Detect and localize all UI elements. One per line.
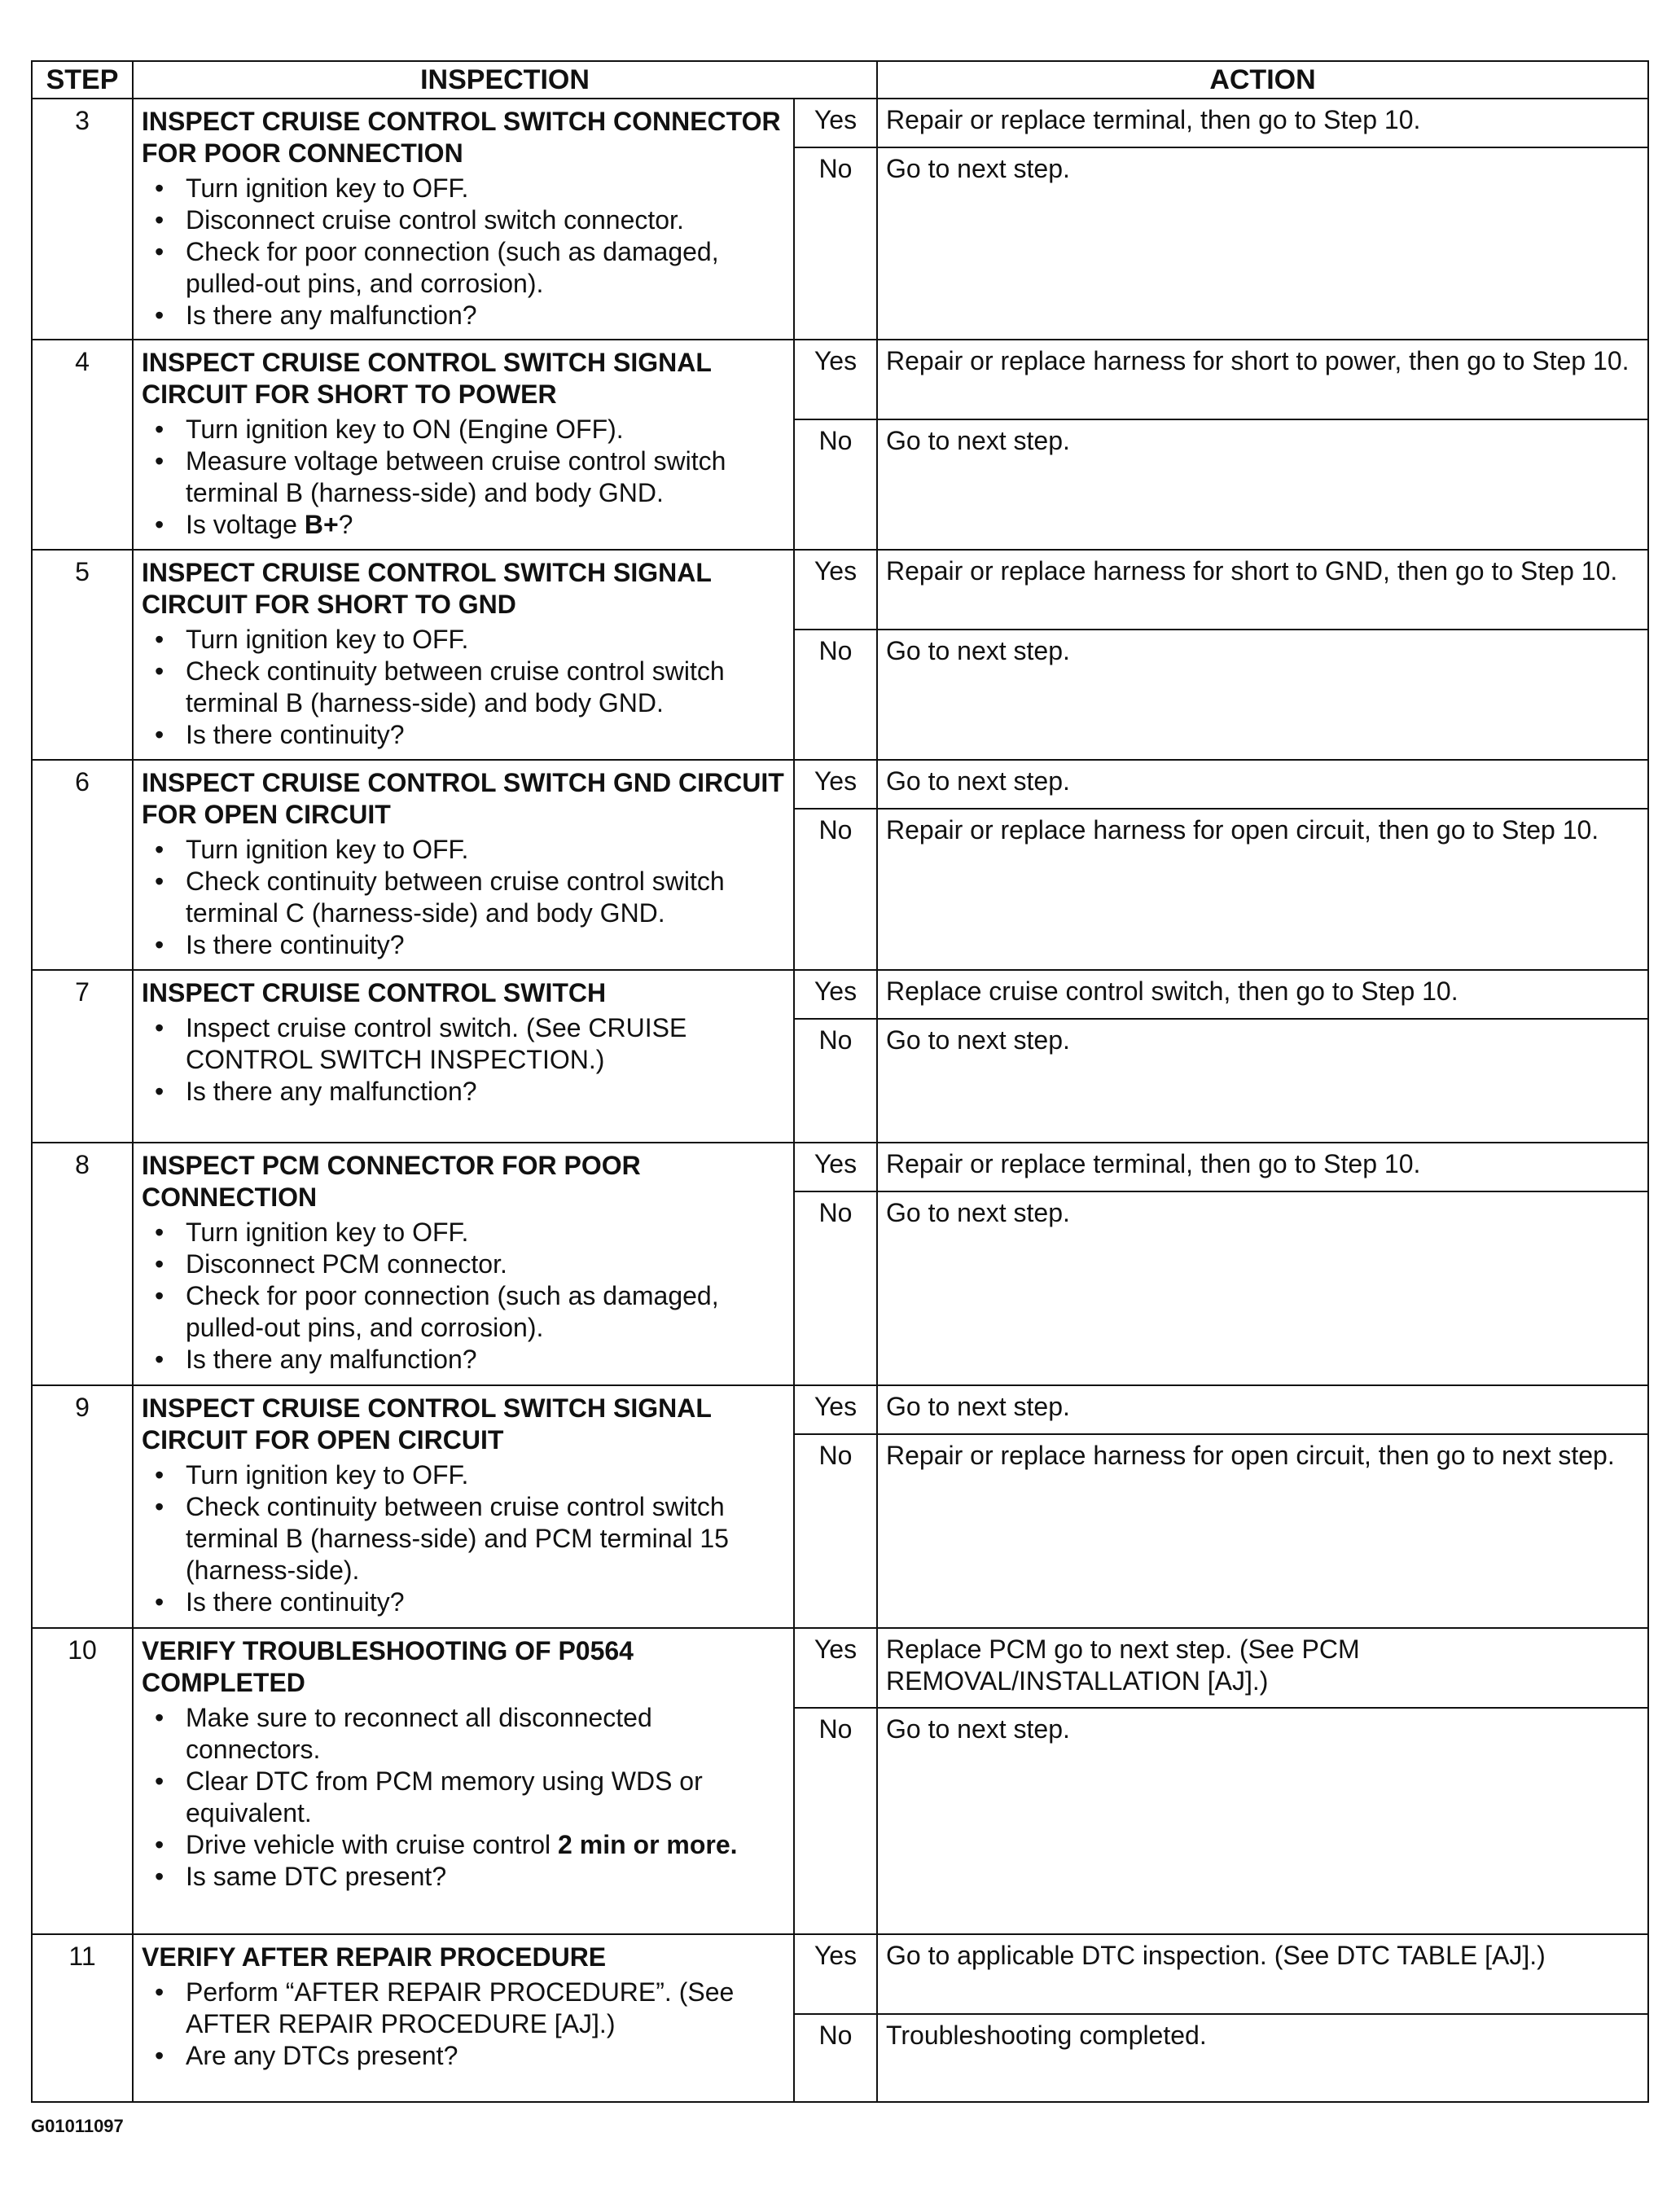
step-number: 4 — [32, 340, 133, 550]
no-action: Go to next step. — [886, 426, 1070, 455]
action-cell — [877, 340, 1648, 550]
header-inspection: INSPECTION — [133, 61, 877, 99]
yes-action: Repair or replace harness for short to GND, then go to Step 10. — [878, 551, 1647, 630]
inspection-step: • Turn ignition key to OFF. — [142, 1459, 785, 1491]
no-label: No — [818, 1441, 853, 1470]
action-cell — [877, 760, 1648, 970]
inspection-cell — [133, 340, 794, 550]
no-label: No — [818, 1714, 853, 1744]
step-number: 6 — [32, 760, 133, 970]
inspection-step: • Drive vehicle with cruise control 2 min or more. — [142, 1829, 785, 1861]
action-cell — [877, 1628, 1648, 1934]
answer-cell — [794, 99, 877, 340]
inspection-step: • Is there any malfunction? — [142, 1076, 785, 1108]
inspection-step: • Turn ignition key to OFF. — [142, 624, 785, 656]
action-cell — [877, 99, 1648, 340]
answer-cell — [794, 1628, 877, 1934]
inspection-cell — [133, 760, 794, 970]
yes-label: Yes — [795, 971, 876, 1020]
inspection-title: INSPECT CRUISE CONTROL SWITCH SIGNAL CIRCUIT FOR OPEN CIRCUIT — [142, 1393, 712, 1455]
header-action: ACTION — [877, 61, 1648, 99]
yes-label: Yes — [795, 1143, 876, 1192]
table-row — [32, 1628, 1648, 1934]
answer-cell — [794, 1934, 877, 2102]
step-number: 10 — [32, 1628, 133, 1934]
yes-label: Yes — [795, 1629, 876, 1709]
inspection-step: • Disconnect cruise control switch connector. — [142, 204, 785, 236]
inspection-cell — [133, 99, 794, 340]
yes-action: Replace cruise control switch, then go to Step 10. — [878, 971, 1647, 1020]
table-row — [32, 760, 1648, 970]
yes-action: Go to next step. — [878, 1386, 1647, 1435]
answer-cell — [794, 1385, 877, 1628]
yes-action: Repair or replace terminal, then go to Step 10. — [878, 1143, 1647, 1192]
action-cell — [877, 550, 1648, 760]
inspection-cell — [133, 550, 794, 760]
inspection-steps — [142, 414, 785, 541]
no-label: No — [818, 1025, 853, 1055]
table-row — [32, 1143, 1648, 1385]
action-cell — [877, 1143, 1648, 1385]
yes-action: Go to applicable DTC inspection. (See DTC TABLE [AJ].) — [878, 1935, 1647, 2015]
inspection-title: INSPECT CRUISE CONTROL SWITCH — [142, 978, 607, 1007]
no-label: No — [818, 426, 853, 455]
no-action: Go to next step. — [886, 1025, 1070, 1055]
inspection-step: • Is voltage B+? — [142, 509, 785, 541]
yes-label: Yes — [795, 1386, 876, 1435]
no-action: Troubleshooting completed. — [886, 2021, 1207, 2050]
inspection-step: • Inspect cruise control switch. (See CRUISE CONTROL SWITCH INSPECTION.) — [142, 1012, 785, 1076]
inspection-step: • Check for poor connection (such as damaged, pulled-out pins, and corrosion). — [142, 236, 785, 300]
yes-label: Yes — [795, 340, 876, 420]
inspection-title: INSPECT CRUISE CONTROL SWITCH GND CIRCUIT FOR OPEN CIRCUIT — [142, 768, 784, 829]
inspection-title: INSPECT CRUISE CONTROL SWITCH SIGNAL CIRCUIT FOR SHORT TO GND — [142, 558, 712, 619]
answer-cell — [794, 1143, 877, 1385]
answer-cell — [794, 340, 877, 550]
step-number: 9 — [32, 1385, 133, 1628]
step-number: 8 — [32, 1143, 133, 1385]
inspection-title: INSPECT CRUISE CONTROL SWITCH SIGNAL CIRCUIT FOR SHORT TO POWER — [142, 348, 712, 409]
inspection-step: • Perform “AFTER REPAIR PROCEDURE”. (See AFTER REPAIR PROCEDURE [AJ].) — [142, 1977, 785, 2040]
inspection-step: • Are any DTCs present? — [142, 2040, 785, 2072]
inspection-title: VERIFY TROUBLESHOOTING OF P0564 COMPLETED — [142, 1636, 634, 1697]
step-number: 5 — [32, 550, 133, 760]
yes-label: Yes — [795, 761, 876, 810]
yes-label: Yes — [795, 1935, 876, 2015]
inspection-steps — [142, 834, 785, 961]
inspection-step: • Is there any malfunction? — [142, 1344, 785, 1376]
inspection-step: • Is there continuity? — [142, 1586, 785, 1618]
inspection-step: • Check for poor connection (such as damaged, pulled-out pins, and corrosion). — [142, 1280, 785, 1344]
inspection-steps — [142, 1702, 785, 1893]
yes-action: Go to next step. — [878, 761, 1647, 810]
yes-action: Repair or replace terminal, then go to Step 10. — [878, 99, 1647, 148]
inspection-cell — [133, 1934, 794, 2102]
inspection-cell — [133, 1143, 794, 1385]
header-step: STEP — [32, 61, 133, 99]
inspection-step: • Check continuity between cruise control switch terminal B (harness-side) and body GND. — [142, 656, 785, 719]
yes-label: Yes — [795, 99, 876, 148]
inspection-step: • Is there continuity? — [142, 929, 785, 961]
no-label: No — [818, 815, 853, 845]
inspection-cell — [133, 1385, 794, 1628]
inspection-step: • Turn ignition key to OFF. — [142, 834, 785, 866]
yes-action: Repair or replace harness for short to power, then go to Step 10. — [878, 340, 1647, 420]
action-cell — [877, 1385, 1648, 1628]
table-row — [32, 1385, 1648, 1628]
inspection-step: • Measure voltage between cruise control switch terminal B (harness-side) and body GND. — [142, 445, 785, 509]
action-cell — [877, 970, 1648, 1143]
inspection-step: • Turn ignition key to OFF. — [142, 1217, 785, 1248]
inspection-title: INSPECT CRUISE CONTROL SWITCH CONNECTOR FOR POOR CONNECTION — [142, 107, 781, 168]
table-row — [32, 970, 1648, 1143]
no-action: Repair or replace harness for open circuit, then go to Step 10. — [886, 815, 1599, 845]
no-action: Repair or replace harness for open circuit, then go to next step. — [886, 1441, 1615, 1470]
no-label: No — [818, 636, 853, 665]
inspection-title: INSPECT PCM CONNECTOR FOR POOR CONNECTION — [142, 1151, 641, 1212]
answer-cell — [794, 970, 877, 1143]
step-number: 11 — [32, 1934, 133, 2102]
inspection-steps — [142, 1012, 785, 1108]
inspection-steps — [142, 624, 785, 751]
step-number: 3 — [32, 99, 133, 340]
inspection-step: • Is same DTC present? — [142, 1861, 785, 1893]
figure-id: G01011097 — [31, 2116, 124, 2136]
inspection-step: • Check continuity between cruise control switch terminal C (harness-side) and body GND. — [142, 866, 785, 929]
yes-label: Yes — [795, 551, 876, 630]
table-row — [32, 99, 1648, 340]
no-action: Go to next step. — [886, 1198, 1070, 1227]
inspection-steps — [142, 1977, 785, 2072]
troubleshooting-table — [31, 60, 1649, 2103]
no-label: No — [818, 2021, 853, 2050]
inspection-step: • Make sure to reconnect all disconnected connectors. — [142, 1702, 785, 1766]
yes-action: Replace PCM go to next step. (See PCM REMOVAL/INSTALLATION [AJ].) — [878, 1629, 1647, 1709]
header-row — [32, 61, 1648, 99]
table-row — [32, 550, 1648, 760]
inspection-step: • Is there continuity? — [142, 719, 785, 751]
inspection-steps — [142, 1459, 785, 1618]
inspection-step: • Check continuity between cruise control switch terminal B (harness-side) and PCM terminal 15 (harness-side). — [142, 1491, 785, 1586]
no-action: Go to next step. — [886, 1714, 1070, 1744]
inspection-step: • Is there any malfunction? — [142, 300, 785, 331]
table-row — [32, 340, 1648, 550]
inspection-cell — [133, 1628, 794, 1934]
no-action: Go to next step. — [886, 154, 1070, 183]
inspection-steps — [142, 173, 785, 331]
inspection-title: VERIFY AFTER REPAIR PROCEDURE — [142, 1942, 607, 1972]
no-label: No — [818, 154, 853, 183]
answer-cell — [794, 550, 877, 760]
no-action: Go to next step. — [886, 636, 1070, 665]
table-row — [32, 1934, 1648, 2102]
answer-cell — [794, 760, 877, 970]
inspection-cell — [133, 970, 794, 1143]
inspection-steps — [142, 1217, 785, 1376]
inspection-step: • Clear DTC from PCM memory using WDS or equivalent. — [142, 1766, 785, 1829]
no-label: No — [818, 1198, 853, 1227]
inspection-step: • Turn ignition key to OFF. — [142, 173, 785, 204]
inspection-step: • Disconnect PCM connector. — [142, 1248, 785, 1280]
inspection-step: • Turn ignition key to ON (Engine OFF). — [142, 414, 785, 445]
action-cell — [877, 1934, 1648, 2102]
step-number: 7 — [32, 970, 133, 1143]
